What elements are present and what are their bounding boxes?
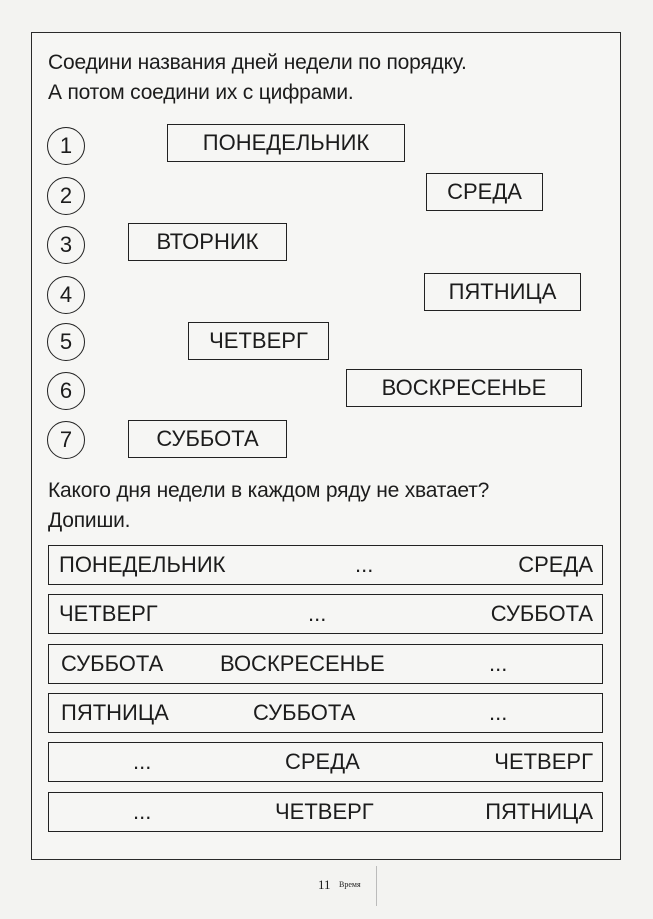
row-cell: ... bbox=[308, 601, 327, 626]
fill-in-row-1 bbox=[48, 545, 603, 585]
fill-in-row-5 bbox=[48, 742, 603, 782]
row-cell: ... bbox=[355, 552, 374, 577]
number-circle-1: 1 bbox=[47, 127, 85, 165]
row-cell: СУББОТА bbox=[490, 601, 593, 626]
day-box-monday: ПОНЕДЕЛЬНИК bbox=[167, 124, 405, 162]
row-cell: ВОСКРЕСЕНЬЕ bbox=[220, 651, 385, 676]
day-box-thursday: ЧЕТВЕРГ bbox=[188, 322, 329, 360]
day-box-friday: ПЯТНИЦА bbox=[424, 273, 581, 311]
row-cell: ... bbox=[489, 651, 508, 676]
day-box-saturday: СУББОТА bbox=[128, 420, 287, 458]
number-circle-4: 4 bbox=[47, 276, 85, 314]
fill-in-row-6 bbox=[48, 792, 603, 832]
number-circle-5: 5 bbox=[47, 323, 85, 361]
task2-instruction-line1: Какого дня недели в каждом ряду не хватает? bbox=[48, 479, 490, 502]
row-cell: СРЕДА bbox=[518, 552, 593, 577]
number-circle-2: 2 bbox=[47, 177, 85, 215]
fill-in-row-2 bbox=[48, 594, 603, 634]
row-cell: СУББОТА bbox=[253, 700, 356, 725]
number-circle-3: 3 bbox=[47, 226, 85, 264]
task1-instruction-line2: А потом соедини их с цифрами. bbox=[48, 81, 354, 104]
section-title: Время bbox=[339, 880, 361, 889]
fill-in-row-4 bbox=[48, 693, 603, 733]
row-cell: СРЕДА bbox=[285, 749, 360, 774]
page-number: 11 bbox=[318, 877, 331, 892]
day-box-wednesday: СРЕДА bbox=[426, 173, 543, 211]
row-cell: ... bbox=[133, 749, 152, 774]
row-cell: ЧЕТВЕРГ bbox=[59, 601, 158, 626]
day-box-tuesday: ВТОРНИК bbox=[128, 223, 287, 261]
fill-in-row-3 bbox=[48, 644, 603, 684]
row-cell: ЧЕТВЕРГ bbox=[494, 749, 593, 774]
row-cell: ЧЕТВЕРГ bbox=[275, 799, 374, 824]
row-cell: ... bbox=[133, 799, 152, 824]
row-cell: ... bbox=[489, 700, 508, 725]
task2-instruction-line2: Допиши. bbox=[48, 509, 131, 532]
number-circle-6: 6 bbox=[47, 372, 85, 410]
number-circle-7: 7 bbox=[47, 421, 85, 459]
row-cell: СУББОТА bbox=[61, 651, 164, 676]
task1-instruction-line1: Соедини названия дней недели по порядку. bbox=[48, 51, 467, 74]
day-box-sunday: ВОСКРЕСЕНЬЕ bbox=[346, 369, 582, 407]
footer-divider bbox=[376, 866, 377, 906]
row-cell: ПОНЕДЕЛЬНИК bbox=[59, 552, 226, 577]
row-cell: ПЯТНИЦА bbox=[61, 700, 169, 725]
row-cell: ПЯТНИЦА bbox=[485, 799, 593, 824]
